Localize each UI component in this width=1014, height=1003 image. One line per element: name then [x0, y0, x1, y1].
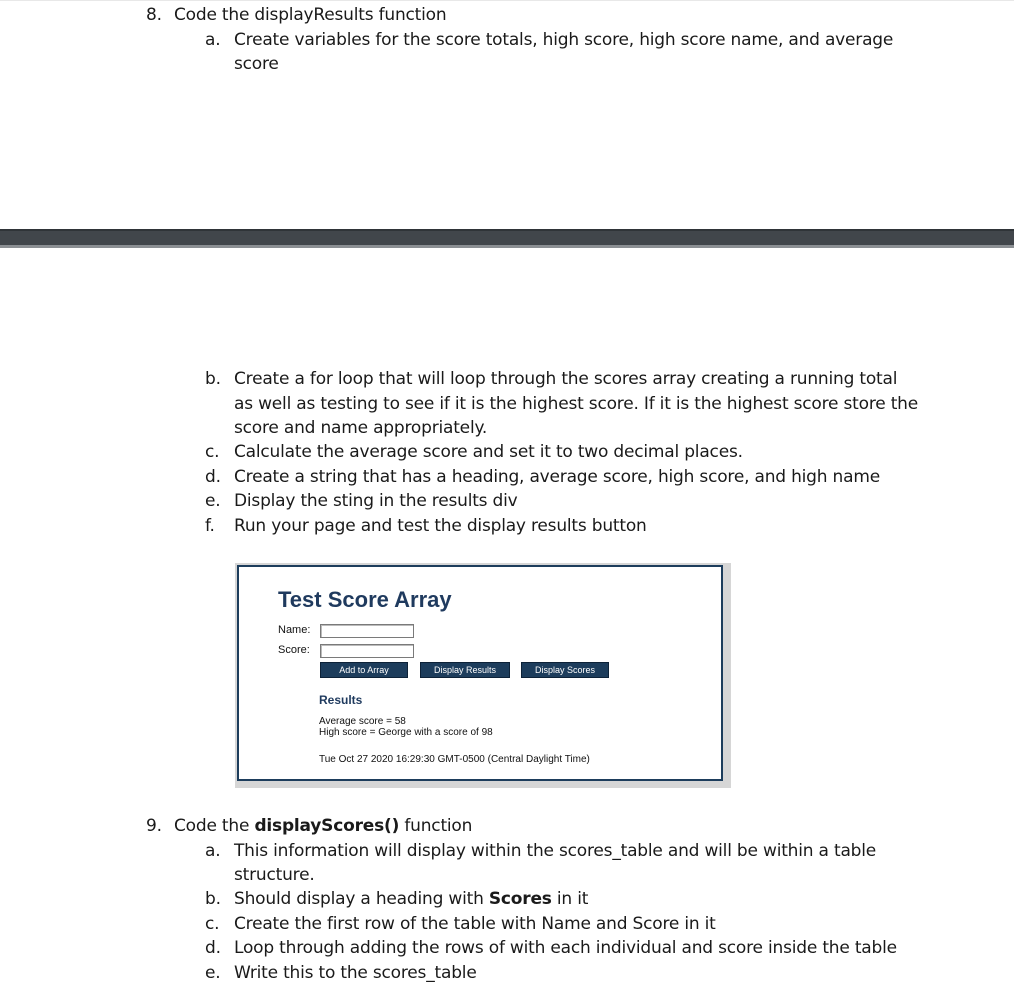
- item-8-marker: 8.: [146, 5, 162, 25]
- item-9a-text-1: This information will display within the scores_table and will be within a table: [234, 841, 877, 861]
- item-8c-text: Calculate the average score and set it to two decimal places.: [234, 442, 743, 462]
- name-input[interactable]: [320, 624, 414, 638]
- item-9b-pre: Should display a heading with: [234, 889, 489, 909]
- display-results-button[interactable]: Display Results: [420, 662, 510, 678]
- item-9b-bold: Scores: [488, 889, 552, 909]
- page-break-divider: [0, 229, 1014, 245]
- item-9-title-bold: displayScores(): [254, 816, 400, 836]
- item-9e-text: Write this to the scores_table: [234, 963, 477, 983]
- item-9b-marker: b.: [205, 889, 221, 909]
- item-8a-marker: a.: [205, 30, 221, 50]
- timestamp-text: Tue Oct 27 2020 16:29:30 GMT-0500 (Central Daylight Time): [319, 754, 590, 765]
- item-8b-text-1: Create a for loop that will loop through the scores array creating a running total: [234, 369, 898, 389]
- item-9c-text: Create the first row of the table with Name and Score in it: [234, 914, 716, 934]
- item-8e-marker: e.: [205, 491, 221, 511]
- score-label: Score:: [278, 644, 310, 656]
- item-9e-marker: e.: [205, 963, 221, 983]
- item-8e-text: Display the sting in the results div: [234, 491, 518, 511]
- item-8c-marker: c.: [205, 442, 220, 462]
- average-score-text: Average score = 58: [319, 716, 406, 727]
- add-to-array-button[interactable]: Add to Array: [320, 662, 408, 678]
- display-scores-button[interactable]: Display Scores: [521, 662, 609, 678]
- name-label: Name:: [278, 624, 311, 636]
- item-9-marker: 9.: [146, 816, 162, 836]
- item-9a-marker: a.: [205, 841, 221, 861]
- item-8-title: Code the displayResults function: [174, 5, 447, 25]
- page-top-rule: [0, 0, 1014, 1]
- embedded-app-screenshot: [235, 563, 731, 788]
- item-9c-marker: c.: [205, 914, 220, 934]
- item-9d-marker: d.: [205, 938, 221, 958]
- item-9b-text: [234, 887, 588, 911]
- results-heading: Results: [319, 693, 363, 707]
- item-9d-text: Loop through adding the rows of with each individual and score inside the table: [234, 938, 897, 958]
- item-9-title: [174, 814, 472, 838]
- item-9-title-pre: Code the: [174, 816, 255, 836]
- score-input[interactable]: [320, 644, 414, 658]
- item-9b-post: in it: [551, 889, 589, 909]
- item-8b-marker: b.: [205, 369, 221, 389]
- item-8d-text: Create a string that has a heading, average score, high score, and high name: [234, 467, 880, 487]
- item-9a-text-2: structure.: [234, 865, 315, 885]
- item-8a-text-2: score: [234, 54, 279, 74]
- app-frame: [237, 565, 723, 781]
- app-title: Test Score Array: [278, 587, 452, 612]
- item-9-title-post: function: [399, 816, 473, 836]
- item-8b-text-3: score and name appropriately.: [234, 418, 488, 438]
- item-8b-text-2: as well as testing to see if it is the highest score. If it is the highest score store the: [234, 394, 918, 414]
- item-8a-text-1: Create variables for the score totals, high score, high score name, and average: [234, 30, 894, 50]
- item-8d-marker: d.: [205, 467, 221, 487]
- item-8f-text: Run your page and test the display results button: [234, 516, 647, 536]
- item-8f-marker: f.: [205, 516, 215, 536]
- high-score-text: High score = George with a score of 98: [319, 727, 493, 738]
